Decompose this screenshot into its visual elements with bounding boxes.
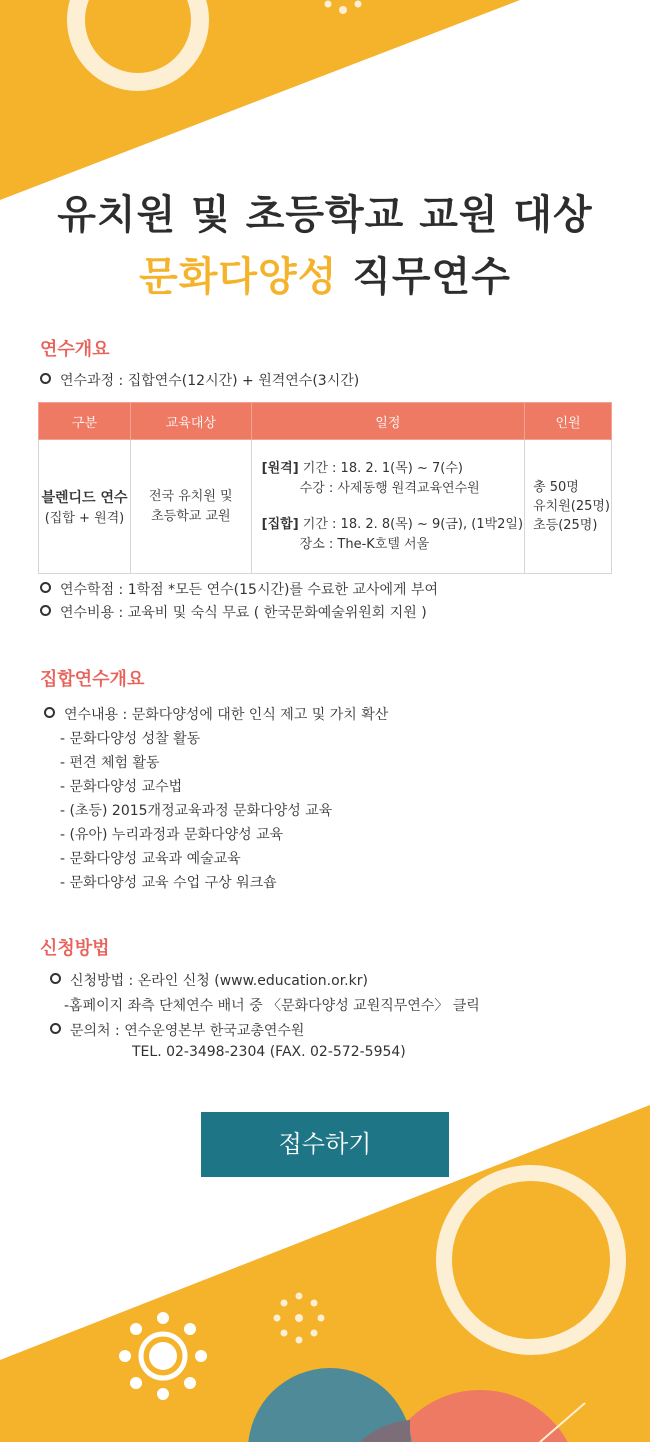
table-header-row [39,403,612,440]
list-item: - 문화다양성 교육 수업 구상 워크숍 [60,875,277,891]
content-line [44,704,388,724]
group-period-text: 기간 : 18. 2. 8(목) ~ 9(금), (1박2일) [298,516,524,532]
apply-button[interactable]: 접수하기 [201,1112,449,1177]
table-header: 일정 [251,403,524,440]
bullet-icon [40,373,51,384]
course-name-sub: (집합 + 원격) [44,511,125,526]
list-item: - (유아) 누리과정과 문화다양성 교육 [60,827,284,843]
remote-tag: [원격] [261,460,299,476]
remote-period-text: 기간 : 18. 2. 1(목) ~ 7(수) [298,460,463,476]
list-item: - 문화다양성 교수법 [60,779,183,795]
schedule-cell [251,440,524,574]
overview-heading: 연수개요 [40,339,110,360]
bullet-icon [40,582,51,593]
table-header: 구분 [39,403,131,440]
contact-text: 문의처 : 연수운영본부 한국교총연수원 [70,1023,305,1039]
count-elem: 초등(25명) [533,518,598,533]
list-item: - (초등) 2015개정교육과정 문화다양성 교육 [60,803,333,819]
remote-place: 수강 : 사제동행 원격교육연수원 [299,480,480,496]
tel-line: TEL. 02-3498-2304 (FAX. 02-572-5954) [132,1044,406,1060]
bullet-icon [50,1023,61,1034]
title-rest: 직무연수 [337,254,511,300]
list-item: - 문화다양성 교육과 예술교육 [60,851,241,867]
list-item: - 문화다양성 성찰 활동 [60,731,201,747]
page-title-line2 [0,245,650,302]
method-detail: -홈페이지 좌측 단체연수 배너 중 〈문화다양성 교원직무연수〉 클릭 [64,998,480,1014]
course-name: 블렌디드 연수 [41,490,128,506]
target-line1: 전국 유치원 및 [149,488,233,504]
target-line2: 초등학교 교원 [151,508,231,524]
target-cell [130,440,251,574]
page-title-line1: 유치원 및 초등학교 교원 대상 [57,192,593,238]
bullet-icon [44,707,55,718]
bullet-icon [50,973,61,984]
list-item: - 편견 체험 활동 [60,755,160,771]
table-header: 인원 [525,403,612,440]
group-place: 장소 : The-K호텔 서울 [299,536,430,552]
group-period [262,515,523,535]
count-cell [525,440,612,574]
content-text: 연수내용 : 문화다양성에 대한 인식 제고 및 가치 확산 [64,707,389,723]
remote-period [262,459,523,479]
title-highlight: 문화다양성 [139,254,338,300]
apply-heading: 신청방법 [40,938,110,959]
group-tag: [집합] [261,516,299,532]
credit-text: 연수학점 : 1학점 *모든 연수(15시간)를 수료한 교사에게 부여 [60,582,439,598]
count-kinder: 유치원(25명) [533,499,610,514]
course-text: 연수과정 : 집합연수(12시간) + 원격연수(3시간) [60,373,360,389]
overview-table [38,402,612,574]
credit-line [40,579,438,599]
bullet-icon [40,605,51,616]
course-name-cell [39,440,131,574]
method-line [50,970,368,990]
course-line [40,370,359,390]
cost-line [40,602,427,622]
group-training-heading: 집합연수개요 [40,669,145,690]
method-text: 신청방법 : 온라인 신청 (www.education.or.kr) [70,973,368,989]
table-header: 교육대상 [130,403,251,440]
cost-text: 연수비용 : 교육비 및 숙식 무료 ( 한국문화예술위원회 지원 ) [60,605,427,621]
contact-line [50,1020,304,1040]
table-row [39,440,612,574]
count-total: 총 50명 [533,480,579,495]
